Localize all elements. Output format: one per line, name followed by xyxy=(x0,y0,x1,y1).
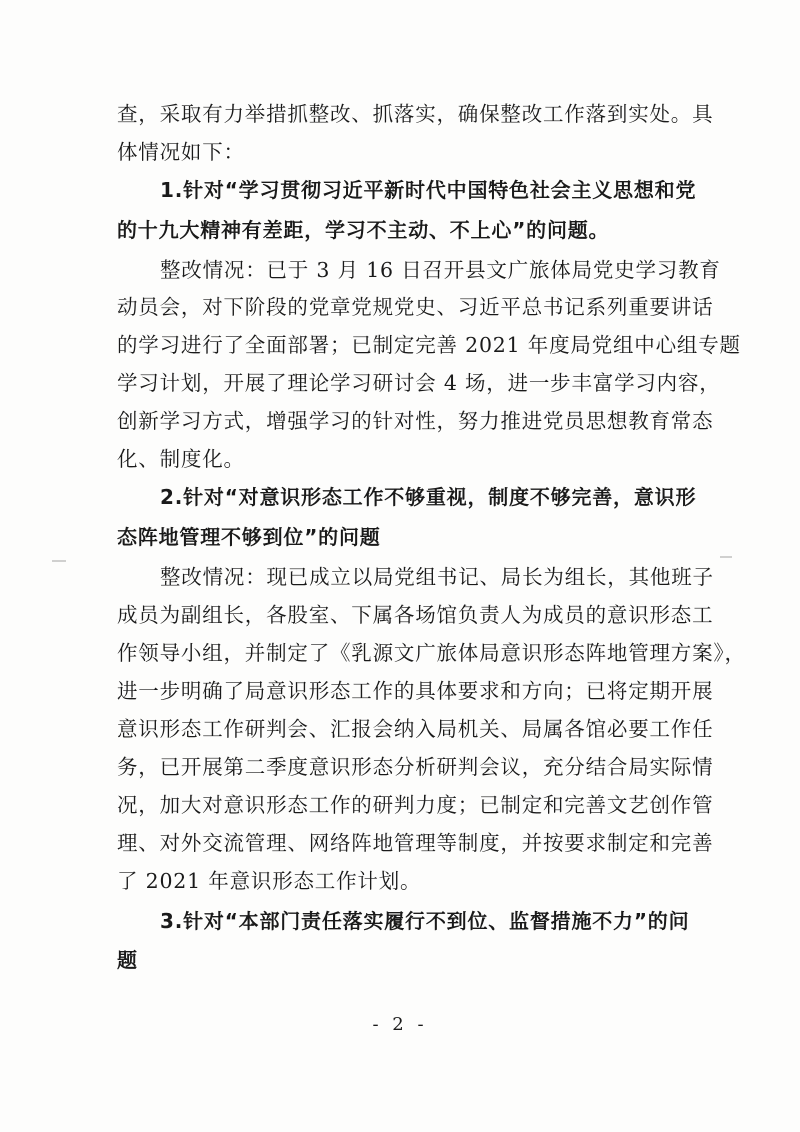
body-text-line: 动员会，对下阶段的党章党规党史、习近平总书记系列重要讲话 xyxy=(117,295,714,319)
section-2-heading: 2.针对“对意识形态工作不够重视，制度不够完善，意识形 xyxy=(160,485,697,509)
body-text-line: 进一步明确了局意识形态工作的具体要求和方向；已将定期开展 xyxy=(117,679,714,703)
body-text-line: 意识形态工作研判会、汇报会纳入局机关、局属各馆必要工作任 xyxy=(117,717,714,741)
scan-artifact xyxy=(52,560,66,562)
body-text-line: 体情况如下： xyxy=(117,140,245,164)
body-text-line: 了 2021 年意识形态工作计划。 xyxy=(117,869,422,893)
body-text-line: 况，加大对意识形态工作的研判力度；已制定和完善文艺创作管 xyxy=(117,793,714,817)
body-text-line: 学习计划，开展了理论学习研讨会 4 场，进一步丰富学习内容， xyxy=(117,371,721,395)
body-text-line: 务，已开展第二季度意识形态分析研判会议，充分结合局实际情 xyxy=(117,755,714,779)
body-text-line: 创新学习方式，增强学习的针对性，努力推进党员思想教育常态 xyxy=(117,409,714,433)
section-1-heading: 1.针对“学习贯彻习近平新时代中国特色社会主义思想和党 xyxy=(160,178,697,202)
section-3-heading: 题 xyxy=(117,948,138,972)
body-text-line: 作领导小组，并制定了《乳源文广旅体局意识形态阵地管理方案》， xyxy=(117,641,746,665)
body-text-line: 查，采取有力举措抓整改、抓落实，确保整改工作落到实处。具 xyxy=(117,102,714,126)
body-text-line: 化、制度化。 xyxy=(117,447,245,471)
body-text-line: 的学习进行了全面部署；已制定完善 2021 年度局党组中心组专题 xyxy=(117,333,741,357)
section-3-heading: 3.针对“本部门责任落实履行不到位、监督措施不力”的问 xyxy=(160,909,690,933)
body-text-line: 整改情况：已于 3 月 16 日召开县文广旅体局党史学习教育 xyxy=(160,258,721,282)
section-1-heading: 的十九大精神有差距，学习不主动、不上心”的问题。 xyxy=(117,218,610,242)
scan-artifact xyxy=(720,556,732,558)
body-text-line: 成员为副组长，各股室、下属各场馆负责人为成员的意识形态工 xyxy=(117,603,714,627)
body-text-line: 理、对外交流管理、网络阵地管理等制度，并按要求制定和完善 xyxy=(117,831,714,855)
body-text-line: 整改情况：现已成立以局党组书记、局长为组长，其他班子 xyxy=(160,565,714,589)
section-2-heading: 态阵地管理不够到位”的问题 xyxy=(117,525,381,549)
page-number: - 2 - xyxy=(372,1014,428,1035)
